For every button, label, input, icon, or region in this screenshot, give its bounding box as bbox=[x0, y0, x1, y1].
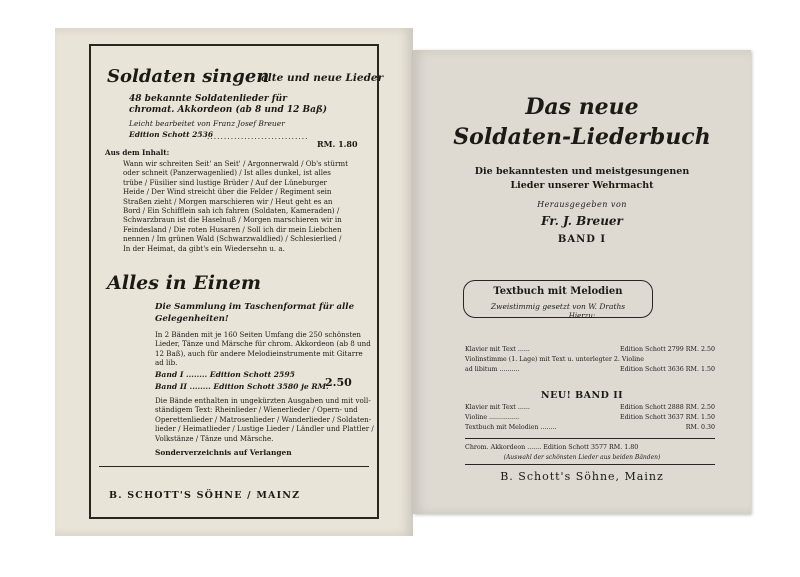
list-item-value: Edition Schott 3637 RM. 1.50 bbox=[619, 414, 715, 421]
section2-sub-1: Die Sammlung im Taschenformat für alle bbox=[155, 302, 355, 312]
divider bbox=[465, 438, 715, 439]
editor-name: Fr. J. Breuer bbox=[541, 214, 623, 228]
chrom-accordion-line: Chrom. Akkordeon ....... Edition Schott 3577 RM. 1.80 bbox=[465, 444, 639, 451]
band1-edition: Band I ........ Edition Schott 2595 bbox=[155, 370, 295, 379]
list-item-label: Violinstimme (1. Lage) mit Text u. unterlegter 2. Violine bbox=[465, 356, 644, 363]
ad-title-sub: alte und neue Lieder bbox=[261, 72, 384, 84]
list-item bbox=[465, 424, 715, 432]
body-line: Die Bände enthalten in ungekürzten Ausgaben und mit voll- bbox=[155, 396, 371, 405]
list-item-value: Edition Schott 2888 RM. 2.50 bbox=[619, 404, 715, 411]
list-item bbox=[465, 366, 715, 374]
divider bbox=[99, 466, 369, 467]
body-line: ad lib. bbox=[155, 358, 178, 368]
chrom-accordion-note: (Auswahl der schönsten Lieder aus beiden Bänden) bbox=[503, 454, 661, 461]
ad-subtitle-2: chromat. Akkordeon (ab 8 und 12 Baß) bbox=[129, 105, 328, 115]
textbook-title: Textbuch mit Melodien bbox=[493, 286, 623, 297]
body-line: lieder / Heimatlieder / Lustige Lieder / Ländler und Plattler / bbox=[155, 424, 374, 434]
right-page bbox=[413, 50, 751, 514]
ad-subtitle-1: 48 bekannte Soldatenlieder für bbox=[129, 94, 287, 104]
ad-price: RM. 1.80 bbox=[317, 139, 358, 149]
band2-heading: NEU! BAND II bbox=[540, 390, 624, 401]
band-label: BAND I bbox=[557, 234, 607, 245]
section2-sub-2: Gelegenheiten! bbox=[155, 314, 229, 324]
list-item-label: Violine ............... bbox=[465, 414, 520, 421]
body-line: Lieder, Tänze und Märsche für chrom. Akkordeon (ab 8 und bbox=[155, 339, 371, 349]
list-item bbox=[465, 414, 715, 422]
book-title-line-2: Soldaten-Liederbuch bbox=[453, 124, 711, 150]
section2-body2 bbox=[155, 396, 374, 443]
contents-line: Straßen zieht / Morgen marschieren wir / Heut geht es an bbox=[123, 196, 333, 206]
contents-label: Aus dem Inhalt: bbox=[105, 148, 170, 157]
list-item bbox=[465, 356, 715, 364]
book-desc-2: Lieder unserer Wehrmacht bbox=[510, 180, 654, 191]
body-line: Operettenlieder / Matrosenlieder / Wanderlieder / Soldaten- bbox=[155, 414, 372, 424]
left-page bbox=[55, 28, 413, 536]
list-item-label: Klavier mit Text ...... bbox=[465, 346, 530, 353]
special-catalog-note: Sonderverzeichnis auf Verlangen bbox=[155, 448, 292, 457]
contents-line: Feindesland / Die roten Husaren / Soll ich dir mein Liebchen bbox=[123, 224, 342, 234]
list-item-value: Edition Schott 3636 RM. 1.50 bbox=[619, 366, 715, 373]
band-price: 2.50 bbox=[325, 376, 352, 389]
list-item-label: ad libitum .......... bbox=[465, 366, 520, 373]
contents-list bbox=[123, 159, 348, 253]
contents-line: oder schneit (Panzerwagenlied) / Ist alles dunkel, ist alles bbox=[123, 168, 331, 178]
body-line: In 2 Bänden mit je 160 Seiten Umfang die 250 schönsten bbox=[155, 330, 361, 339]
contents-line: Bord / Ein Schifflein sah ich fahren (Soldaten, Kameraden) / bbox=[123, 206, 340, 216]
contents-line: Schwarzbraun ist die Haselnuß / Morgen marschieren wir in bbox=[123, 215, 342, 225]
ad-edition: Edition Schott 2536 bbox=[129, 130, 214, 139]
list-item-value: RM. 0.30 bbox=[685, 424, 715, 431]
contents-line: trübe / Füsilier sind lustige Brüder / Auf der Lüneburger bbox=[123, 177, 327, 187]
list-item-label: Klavier mit Text ...... bbox=[465, 404, 530, 411]
band2-edition: Band II ........ Edition Schott 3580 je RM. bbox=[155, 382, 329, 391]
body-line: ständigem Text: Rheinlieder / Wienerlieder / Opern- und bbox=[155, 405, 358, 415]
list-item bbox=[465, 346, 715, 354]
body-line: Volkstänze / Tänze und Märsche. bbox=[155, 433, 274, 443]
contents-line: Wann wir schreiten Seit' an Seit' / Argonnerwald / Ob's stürmt bbox=[123, 159, 348, 168]
section2-title: Alles in Einem bbox=[107, 272, 261, 294]
advertisement-frame bbox=[89, 44, 384, 519]
left-publisher: B. SCHOTT'S SÖHNE / MAINZ bbox=[109, 490, 301, 501]
hierzu-label: Hierzu: bbox=[568, 312, 596, 320]
contents-line: Heide / Der Wind streicht über die Felder / Regiment sein bbox=[123, 187, 332, 197]
dot-leader: .............................. bbox=[207, 132, 309, 141]
list-item bbox=[465, 404, 715, 412]
list-item-label: Textbuch mit Melodien ........ bbox=[465, 424, 557, 431]
right-publisher: B. Schott's Söhne, Mainz bbox=[500, 470, 664, 483]
ad-arranger: Leicht bearbeitet von Franz Josef Breuer bbox=[129, 119, 285, 128]
contents-line: nennen / Im grünen Wald (Schwarzwaldlied) / Schlesierlied / bbox=[123, 234, 342, 244]
divider bbox=[465, 464, 715, 465]
book-desc-1: Die bekanntesten und meistgesungenen bbox=[474, 166, 690, 177]
editor-label: Herausgegeben von bbox=[537, 200, 627, 209]
textbook-arranger: Zweistimmig gesetzt von W. Draths bbox=[490, 302, 626, 311]
list-item-value: Edition Schott 2799 RM. 2.50 bbox=[619, 346, 715, 353]
contents-line: In der Heimat, da gibt's ein Wiedersehn u. a. bbox=[123, 243, 285, 253]
body-line: 12 Baß), auch für andere Melodieinstrumente mit Gitarre bbox=[155, 348, 363, 358]
section2-body bbox=[155, 330, 371, 368]
ad-title: Soldaten singen bbox=[107, 66, 270, 87]
book-title-line-1: Das neue bbox=[525, 94, 639, 120]
